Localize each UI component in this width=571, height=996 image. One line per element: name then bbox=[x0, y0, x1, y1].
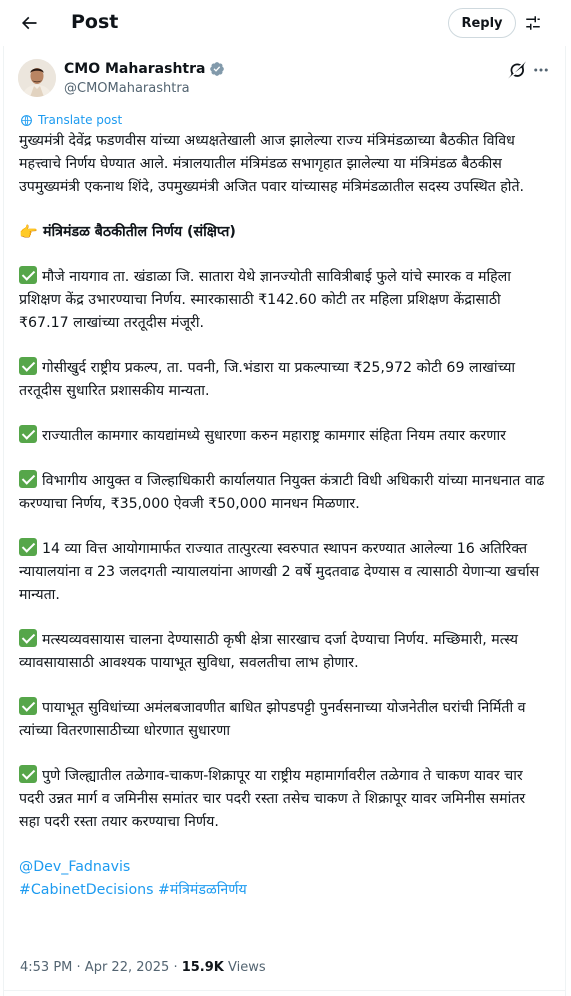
hashtag-links[interactable]: #CabinetDecisions #मंत्रिमंडळनिर्णय bbox=[19, 882, 247, 898]
check-mark-icon bbox=[19, 425, 37, 443]
author-handle[interactable]: @CMOMaharashtra bbox=[64, 81, 190, 96]
decision-item bbox=[19, 266, 546, 335]
translate-link[interactable] bbox=[20, 113, 122, 127]
decision-text: मौजे नायगाव ता. खंडाळा जि. सातारा येथे ज्ञानज्योती सावित्रीबाई फुले यांचे स्मारक व महिला प्रशिक्षण केंद्र उभारण्याचा निर्णय. स्मारकासाठी ₹142.60 कोटी तर महिला प्रशिक्षण केंद्रासाठी ₹67.17 लाखांच्या तरतूदीस मंजूरी. bbox=[19, 269, 511, 331]
back-button[interactable] bbox=[16, 10, 42, 36]
left-border bbox=[3, 46, 4, 996]
decision-text: पायाभूत सुविधांच्या अमंलबजावणीत बाधित झोपडपट्टी पुनर्वसनाच्या योजनेतील घरांची निर्मिती व त्यांच्या वितरणासाठीच्या धोरणात सुधारणा bbox=[19, 700, 526, 739]
mention-link[interactable]: @Dev_Fadnavis bbox=[19, 859, 131, 875]
post-date[interactable]: Apr 22, 2025 bbox=[84, 960, 170, 975]
check-mark-icon bbox=[19, 697, 37, 715]
decision-text: मत्स्यव्यवसायास चालना देण्यासाठी कृषी क्षेत्रा सारखाच दर्जा देण्याचा निर्णय. मच्छिमारी, मत्स्य व्यावसायासाठी आवश्यक पायाभूत सुविधा, सवलतीचा लाभ होणार. bbox=[19, 632, 518, 671]
decision-text: विभागीय आयुक्त व जिल्हाधिकारी कार्यालयात नियुक्त कंत्राटी विधी अधिकारी यांच्या मानधनात वाढ करण्याचा निर्णय, ₹35,000 ऐवजी ₹50,000 मानधन मिळणार. bbox=[19, 473, 545, 512]
filter-icon bbox=[524, 14, 542, 32]
decision-item bbox=[19, 697, 546, 743]
decision-text: गोसीखुर्द राष्ट्रीय प्रकल्प, ता. पवनी, जि.भंडारा या प्रकल्पाच्या ₹25,972 कोटी 69 लाखांच्या तरतूदीस सुधारित प्रशासकीय मान्यता. bbox=[19, 360, 516, 399]
bottom-divider bbox=[3, 990, 565, 991]
pointing-hand-icon: 👉 bbox=[19, 223, 38, 241]
post-meta bbox=[20, 958, 266, 978]
verified-badge-icon bbox=[209, 61, 225, 77]
decisions-heading-text: मंत्रिमंडळ बैठकीतील निर्णय (संक्षिप्त) bbox=[43, 224, 236, 240]
translate-icon bbox=[20, 114, 33, 127]
check-mark-icon bbox=[19, 266, 37, 284]
back-arrow-icon bbox=[19, 13, 39, 33]
meta-separator: · bbox=[169, 960, 182, 975]
check-mark-icon bbox=[19, 629, 37, 647]
decision-text: पुणे जिल्ह्यातील तळेगाव-चाकण-शिक्रापूर या राष्ट्रीय महामार्गावरील तळेगाव ते चाकण यावर चार पदरी उन्नत मार्ग व जमिनीस समांतर चार पदरी रस्ता तसेच चाकण ते शिक्रापूर यावर जमिनीस समांतर सहा पदरी रस्ता तयार करण्याचा निर्णय. bbox=[19, 768, 526, 830]
author-display-name: CMO Maharashtra bbox=[64, 61, 206, 77]
post-body bbox=[19, 130, 546, 902]
decisions-heading bbox=[19, 221, 546, 244]
reply-button[interactable]: Reply bbox=[448, 8, 516, 38]
decision-item bbox=[19, 765, 546, 834]
right-border bbox=[565, 46, 566, 996]
page-title: Post bbox=[71, 11, 119, 33]
check-mark-icon bbox=[19, 357, 37, 375]
decision-item bbox=[19, 470, 546, 516]
decision-item bbox=[19, 357, 546, 403]
more-button[interactable] bbox=[530, 59, 552, 81]
decision-text: 14 व्या वित्त आयोगामार्फत राज्यात तात्पुरत्या स्वरुपात स्थापन करण्यात आलेल्या 16 अतिरिक्त न्यायालयांना व 23 जलदगती न्यायालयांना आणखी 2 वर्षे मुदतवाढ देण्यास व त्यासाठी येणाऱ्या खर्चास मान्यता. bbox=[19, 541, 540, 603]
filter-button[interactable] bbox=[521, 11, 545, 35]
top-bar bbox=[0, 0, 571, 46]
views-label: Views bbox=[228, 960, 266, 975]
decision-item bbox=[19, 629, 546, 675]
post-time[interactable]: 4:53 PM bbox=[20, 960, 73, 975]
translate-label: Translate post bbox=[38, 113, 123, 127]
grok-icon bbox=[508, 61, 526, 79]
grok-button[interactable] bbox=[506, 59, 528, 81]
avatar[interactable] bbox=[18, 59, 56, 97]
author-name[interactable] bbox=[64, 60, 225, 78]
meta-separator: · bbox=[72, 960, 85, 975]
check-mark-icon bbox=[19, 470, 37, 488]
decision-item bbox=[19, 538, 546, 607]
check-mark-icon bbox=[19, 765, 37, 783]
decision-item bbox=[19, 425, 546, 448]
views-count: 15.9K bbox=[181, 960, 224, 975]
decision-text: राज्यातील कामगार कायद्यांमध्ये सुधारणा करुन महाराष्ट्र कामगार संहिता नियम तयार करणार bbox=[42, 428, 506, 444]
check-mark-icon bbox=[19, 538, 37, 556]
more-icon bbox=[532, 61, 550, 79]
intro-paragraph: मुख्यमंत्री देवेंद्र फडणवीस यांच्या अध्यक्षतेखाली आज झालेल्या राज्य मंत्रिमंडळाच्या बैठकीत विविध महत्त्वाचे निर्णय घेण्यात आले. मंत्रालयातील मंत्रिमंडळ सभागृहात झालेल्या या मंत्रिमंडळ बैठकीस उपमुख्यमंत्री एकनाथ शिंदे, उपमुख्यमंत्री अजित पवार यांच्यासह मंत्रिमंडळातील सदस्य उपस्थित होते. bbox=[19, 133, 525, 195]
